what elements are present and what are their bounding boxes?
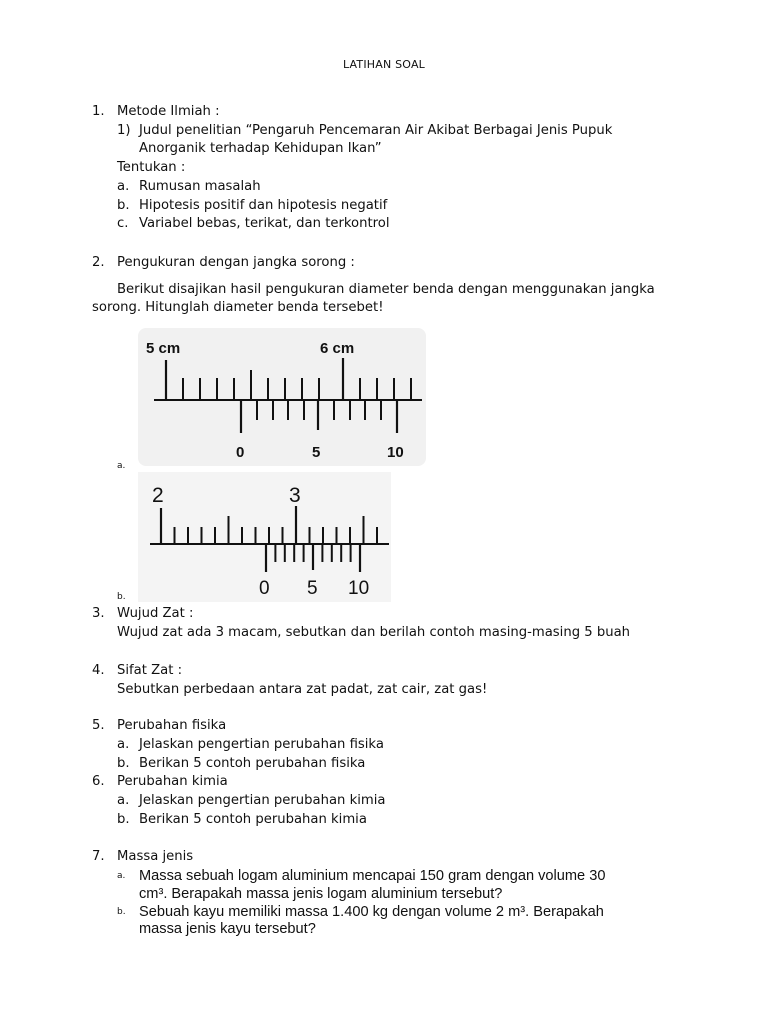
q6-heading: Perubahan kimia <box>117 774 228 789</box>
q2-number: 2. <box>92 255 105 270</box>
figure-a-main-label-6cm: 6 cm <box>320 340 355 357</box>
figure-b-vernier-label-5: 5 <box>307 578 318 599</box>
q7-item-b-line2: massa jenis kayu tersebut? <box>139 921 316 937</box>
q1-tentukan: Tentukan : <box>117 160 186 175</box>
q2-paragraph-line2: sorong. Hitunglah diameter benda tersebet! <box>92 300 384 315</box>
q7-item-b-label: b. <box>117 907 126 917</box>
q7-item-a-line1: Massa sebuah logam aluminium mencapai 150 gram dengan volume 30 <box>139 868 606 884</box>
q7-item-a-label: a. <box>117 871 126 881</box>
q7-heading: Massa jenis <box>117 849 194 864</box>
q4-text: Sebutkan perbedaan antara zat padat, zat cair, zat gas! <box>117 682 488 697</box>
q1-item-b-text: Hipotesis positif dan hipotesis negatif <box>139 198 388 213</box>
q6-item-b-text: Berikan 5 contoh perubahan kimia <box>139 812 367 827</box>
vernier-caliper-figure-a <box>138 328 426 466</box>
q4-heading: Sifat Zat : <box>117 663 183 678</box>
q1-number: 1. <box>92 104 105 119</box>
q1-item-c-label: c. <box>117 216 129 231</box>
q6-item-a-text: Jelaskan pengertian perubahan kimia <box>139 793 386 808</box>
q3-text: Wujud zat ada 3 macam, sebutkan dan berilah contoh masing-masing 5 buah <box>117 625 631 640</box>
q2-heading: Pengukuran dengan jangka sorong : <box>117 255 355 270</box>
figure-b-label: b. <box>117 592 126 602</box>
figure-b-main-label-2: 2 <box>152 484 164 507</box>
q5-heading: Perubahan fisika <box>117 718 227 733</box>
figure-a-vernier-label-10: 10 <box>387 444 404 461</box>
q5-item-a-text: Jelaskan pengertian perubahan fisika <box>139 737 384 752</box>
figure-a-main-label-5cm: 5 cm <box>146 340 181 357</box>
q1-judul-line2: Anorganik terhadap Kehidupan Ikan” <box>139 141 382 156</box>
q1-item-a-label: a. <box>117 179 130 194</box>
q1-judul-line1: Judul penelitian “Pengaruh Pencemaran Air Akibat Berbagai Jenis Pupuk <box>139 123 613 138</box>
q7-item-b-line1: Sebuah kayu memiliki massa 1.400 kg dengan volume 2 m³. Berapakah <box>139 904 604 920</box>
q1-heading: Metode Ilmiah : <box>117 104 220 119</box>
q1-item-b-label: b. <box>117 198 130 213</box>
q5-item-a-label: a. <box>117 737 130 752</box>
figure-b-vernier-label-0: 0 <box>259 578 270 599</box>
q3-heading: Wujud Zat : <box>117 606 194 621</box>
q4-number: 4. <box>92 663 105 678</box>
figure-a-label: a. <box>117 461 126 471</box>
q7-item-a-line2: cm³. Berapakah massa jenis logam aluminium tersebut? <box>139 886 503 902</box>
q2-paragraph-line1: Berikut disajikan hasil pengukuran diameter benda dengan menggunakan jangka <box>117 282 655 297</box>
q7-number: 7. <box>92 849 105 864</box>
q6-item-b-label: b. <box>117 812 130 827</box>
figure-a-vernier-label-5: 5 <box>312 444 321 461</box>
figure-b-main-label-3: 3 <box>289 484 301 507</box>
q3-number: 3. <box>92 606 105 621</box>
q5-item-b-label: b. <box>117 756 130 771</box>
page-title: LATIHAN SOAL <box>342 58 426 71</box>
q6-number: 6. <box>92 774 105 789</box>
figure-a-vernier-label-0: 0 <box>236 444 245 461</box>
q6-item-a-label: a. <box>117 793 130 808</box>
q1-item-c-text: Variabel bebas, terikat, dan terkontrol <box>139 216 390 231</box>
figure-b-vernier-label-10: 10 <box>348 578 370 599</box>
figure-a-background <box>138 328 426 466</box>
q1-item-a-text: Rumusan masalah <box>139 179 261 194</box>
q5-item-b-text: Berikan 5 contoh perubahan fisika <box>139 756 366 771</box>
vernier-caliper-figure-b <box>138 472 391 602</box>
q1-sub-number: 1) <box>117 123 131 138</box>
q5-number: 5. <box>92 718 105 733</box>
